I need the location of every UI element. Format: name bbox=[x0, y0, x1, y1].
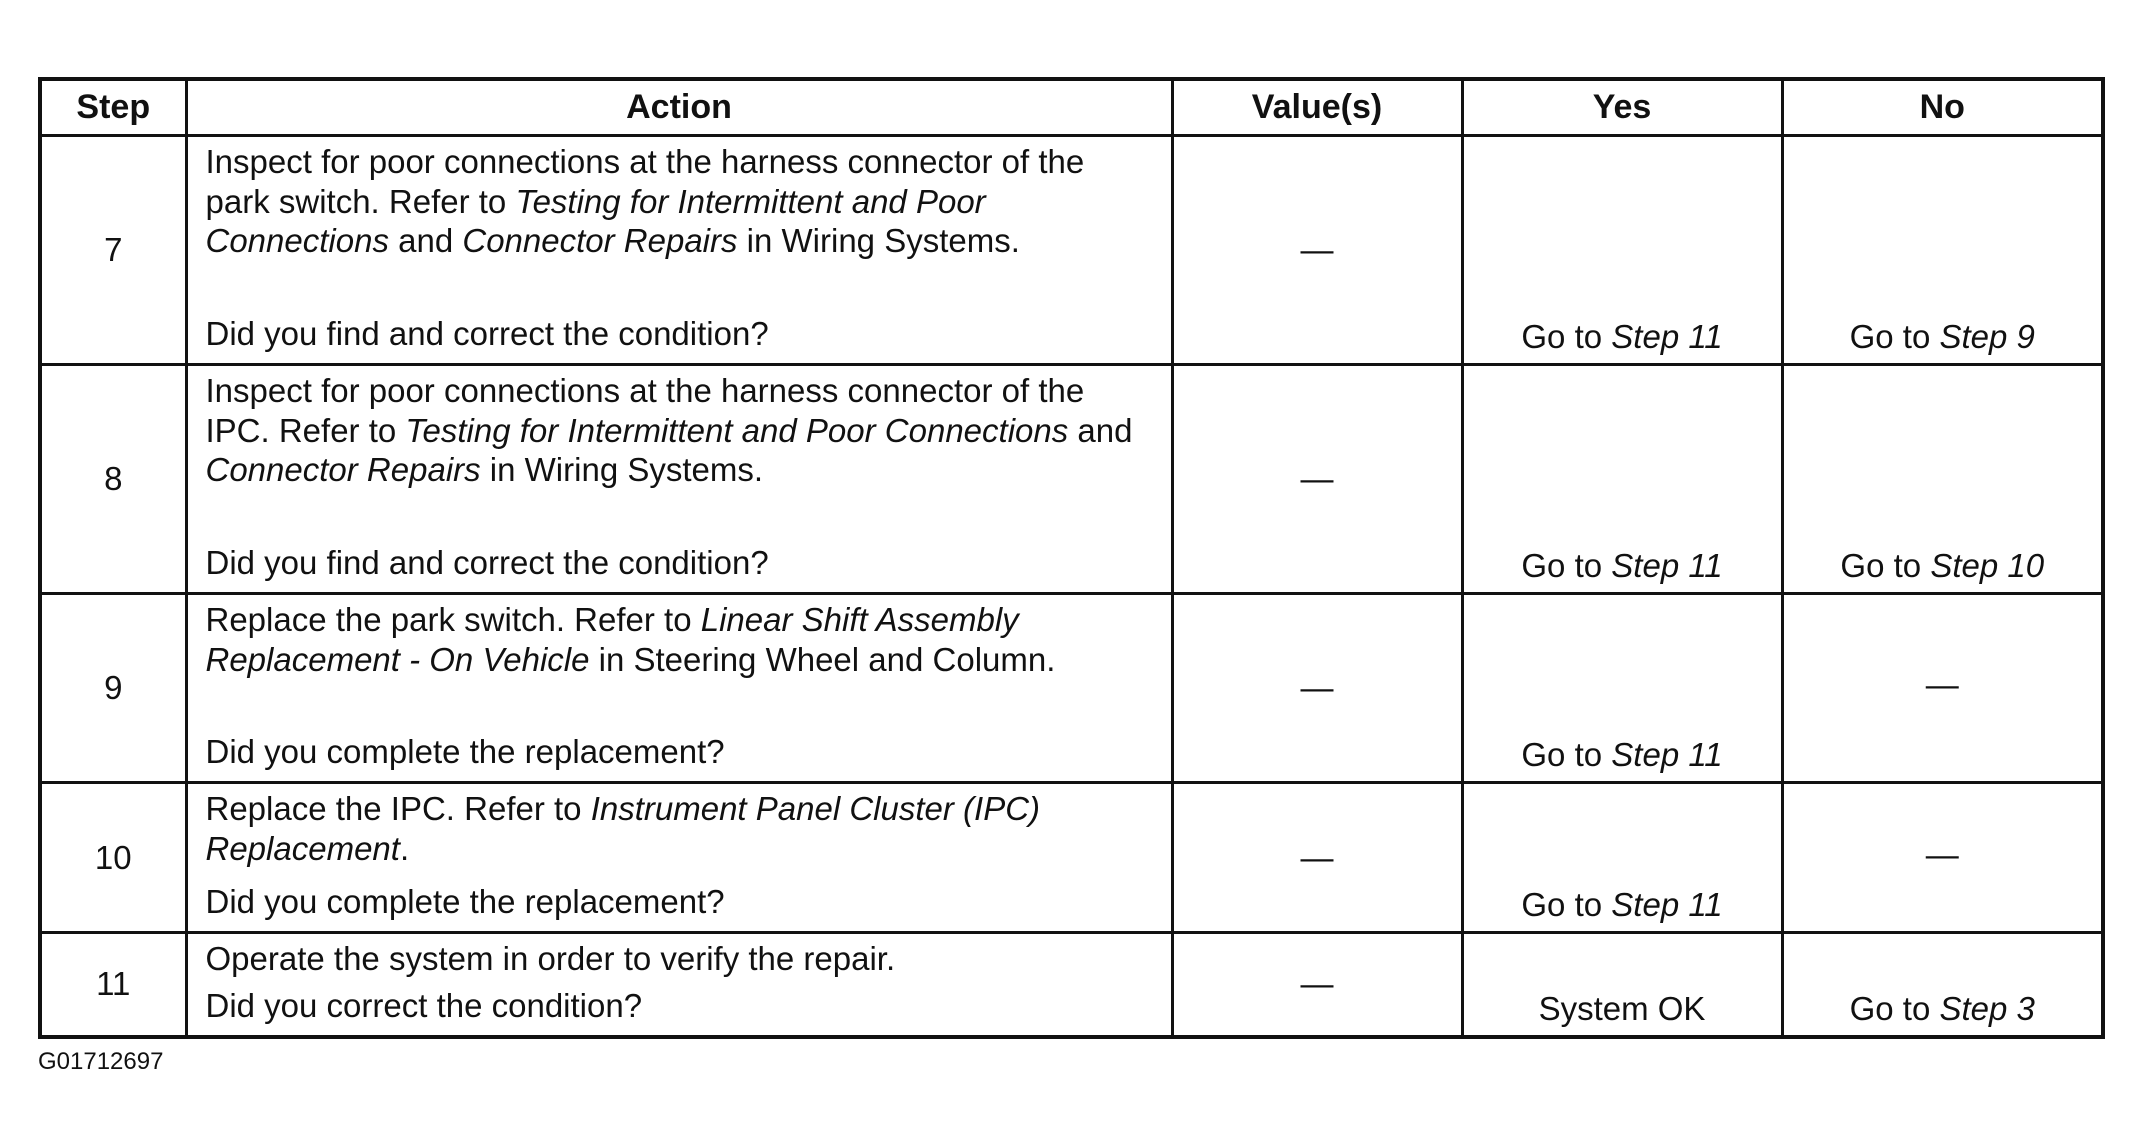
no-cell: — bbox=[1782, 783, 2103, 933]
step-number: 9 bbox=[40, 594, 186, 783]
table-row bbox=[40, 365, 2103, 594]
table-row bbox=[40, 933, 2103, 1037]
action-question: Did you find and correct the condition? bbox=[205, 544, 769, 582]
no-cell: Go to Step 9 bbox=[1782, 136, 2103, 365]
value-cell: — bbox=[1172, 365, 1462, 594]
value-cell: — bbox=[1172, 136, 1462, 365]
header-row bbox=[40, 79, 2103, 136]
header-values: Value(s) bbox=[1172, 79, 1462, 136]
action-question: Did you complete the replacement? bbox=[205, 883, 725, 921]
value-cell: — bbox=[1172, 933, 1462, 1037]
header-step: Step bbox=[40, 79, 186, 136]
table-row bbox=[40, 594, 2103, 783]
value-cell: — bbox=[1172, 783, 1462, 933]
no-cell: Go to Step 3 bbox=[1782, 933, 2103, 1037]
action-cell bbox=[186, 594, 1172, 783]
value-cell: — bbox=[1172, 594, 1462, 783]
action-question: Did you find and correct the condition? bbox=[205, 315, 769, 353]
yes-cell: Go to Step 11 bbox=[1462, 594, 1782, 783]
action-instruction: Replace the park switch. Refer to Linear Shift Assembly Replacement - On Vehicle in Steering Wheel and Column. bbox=[205, 601, 1056, 678]
yes-cell: System OK bbox=[1462, 933, 1782, 1037]
action-cell bbox=[186, 933, 1172, 1037]
step-number: 11 bbox=[40, 933, 186, 1037]
action-question: Did you correct the condition? bbox=[205, 987, 643, 1025]
action-instruction: Replace the IPC. Refer to Instrument Panel Cluster (IPC) Replacement. bbox=[205, 790, 1041, 867]
header-action: Action bbox=[186, 79, 1172, 136]
yes-cell: Go to Step 11 bbox=[1462, 136, 1782, 365]
figure-id: G01712697 bbox=[38, 1048, 164, 1075]
step-number: 10 bbox=[40, 783, 186, 933]
reference-link: Connector Repairs bbox=[205, 451, 481, 489]
header-yes: Yes bbox=[1462, 79, 1782, 136]
header-no: No bbox=[1782, 79, 2103, 136]
action-cell bbox=[186, 136, 1172, 365]
table-row bbox=[40, 783, 2103, 933]
diagnostic-table bbox=[38, 77, 2105, 1039]
reference-link: Testing for Intermittent and Poor Connections bbox=[405, 411, 1069, 449]
reference-link: Connector Repairs bbox=[462, 222, 738, 260]
action-question: Did you complete the replacement? bbox=[205, 733, 725, 771]
reference-link: Testing for Intermittent and Poor Connections bbox=[205, 182, 986, 260]
step-number: 7 bbox=[40, 136, 186, 365]
no-cell: — bbox=[1782, 594, 2103, 783]
yes-cell: Go to Step 11 bbox=[1462, 783, 1782, 933]
action-instruction: Inspect for poor connections at the harness connector of the park switch. Refer to Testing for Intermittent and Poor Connections and Connector Repairs in Wiring Systems. bbox=[205, 143, 1085, 260]
action-instruction: Inspect for poor connections at the harness connector of the IPC. Refer to Testing for Intermittent and Poor Connections and Connector Repairs in Wiring Systems. bbox=[205, 372, 1133, 489]
action-cell bbox=[186, 783, 1172, 933]
reference-link: Instrument Panel Cluster (IPC) Replacement bbox=[205, 790, 1041, 867]
step-number: 8 bbox=[40, 365, 186, 594]
table-row bbox=[40, 136, 2103, 365]
yes-cell: Go to Step 11 bbox=[1462, 365, 1782, 594]
reference-link: Linear Shift Assembly Replacement - On Vehicle bbox=[205, 601, 1019, 678]
action-cell bbox=[186, 365, 1172, 594]
no-cell: Go to Step 10 bbox=[1782, 365, 2103, 594]
action-instruction: Operate the system in order to verify the repair. bbox=[205, 940, 896, 977]
